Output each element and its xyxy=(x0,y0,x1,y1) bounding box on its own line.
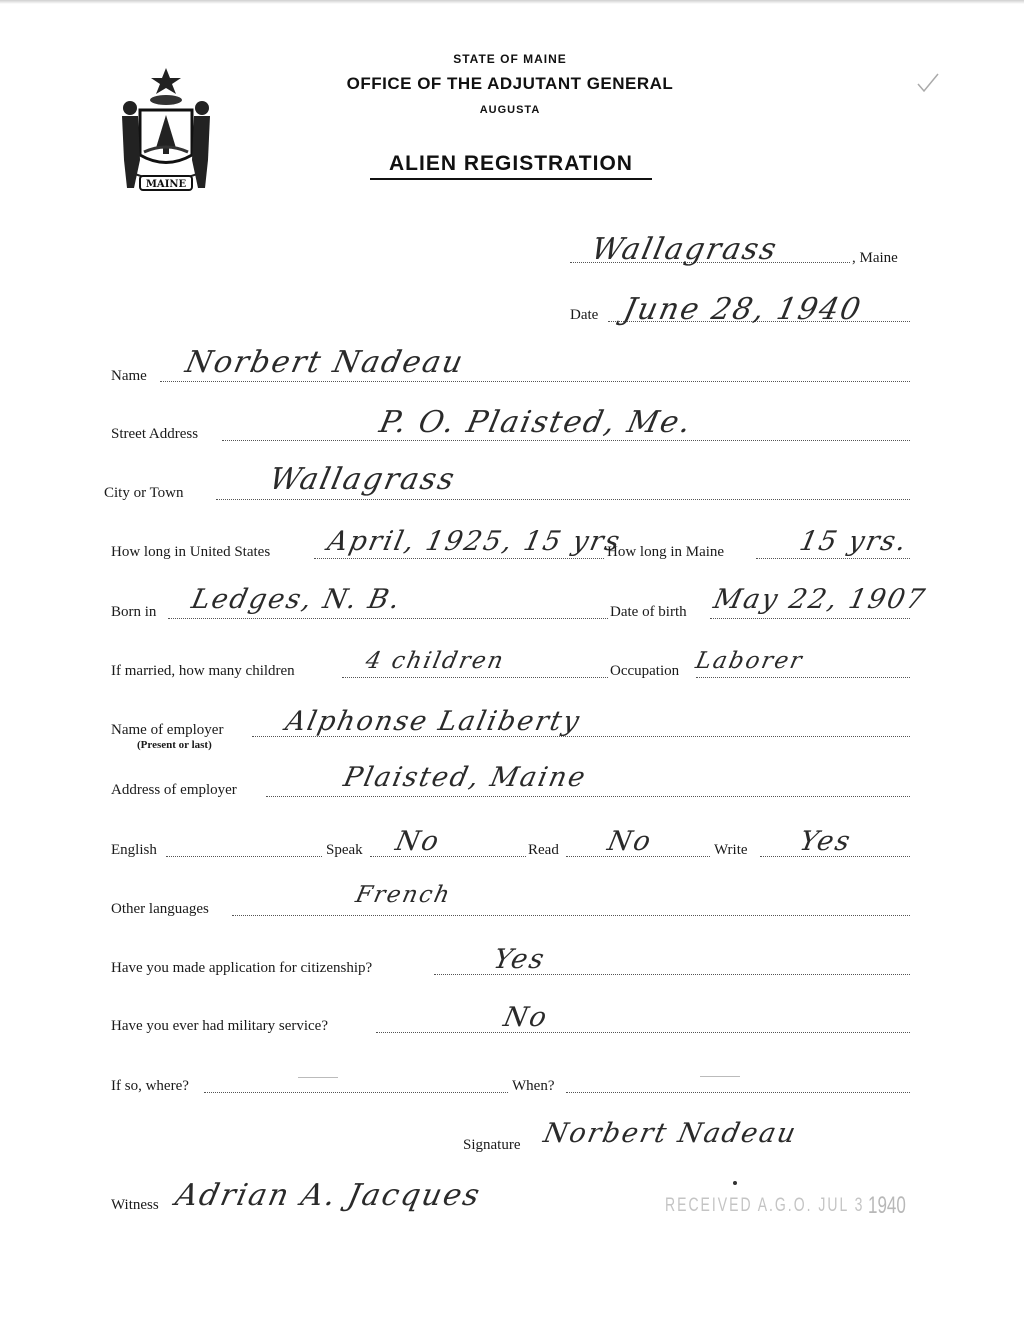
born-in-value: Ledges, N. B. xyxy=(188,584,405,615)
date-value: June 28, 1940 xyxy=(620,292,866,327)
write-label: Write xyxy=(714,842,748,858)
name-value: Norbert Nadeau xyxy=(182,345,468,380)
office-heading: OFFICE OF THE ADJUTANT GENERAL xyxy=(346,74,674,93)
occupation-line xyxy=(696,677,910,678)
street-line xyxy=(222,440,910,441)
check-mark-icon xyxy=(916,72,940,94)
place-value: Wallagrass xyxy=(588,232,782,267)
street-label: Street Address xyxy=(111,426,199,442)
date-of-birth-line xyxy=(710,618,910,619)
other-languages-line xyxy=(232,915,910,916)
english-line xyxy=(166,856,322,857)
how-long-maine-label: How long in Maine xyxy=(607,544,725,560)
born-in-line xyxy=(168,618,608,619)
children-label: If married, how many children xyxy=(111,663,295,679)
speak-value: No xyxy=(392,826,444,857)
state-seal-icon xyxy=(110,60,222,196)
children-line xyxy=(342,677,608,678)
employer-address-line xyxy=(266,796,910,797)
signature-label: Signature xyxy=(463,1137,521,1153)
employer-label: Name of employer xyxy=(111,722,224,738)
date-label: Date xyxy=(570,307,599,323)
when-dash xyxy=(700,1076,740,1077)
witness-label: Witness xyxy=(111,1197,159,1213)
other-languages-value: French xyxy=(353,882,454,908)
military-line xyxy=(376,1032,910,1033)
when-label: When? xyxy=(512,1078,555,1094)
how-long-us-line xyxy=(314,558,604,559)
read-value: No xyxy=(604,826,656,857)
ink-dot xyxy=(733,1181,737,1185)
name-label: Name xyxy=(111,368,147,384)
english-label: English xyxy=(111,842,157,858)
military-label: Have you ever had military service? xyxy=(111,1018,328,1034)
date-of-birth-value: May 22, 1907 xyxy=(710,584,930,615)
witness-value: Adrian A. Jacques xyxy=(172,1178,485,1213)
how-long-us-label: How long in United States xyxy=(111,544,271,560)
born-in-label: Born in xyxy=(111,604,157,620)
place-suffix: , Maine xyxy=(852,250,898,266)
name-line xyxy=(160,381,910,382)
form-title: ALIEN REGISTRATION xyxy=(389,152,633,175)
how-long-maine-line xyxy=(756,558,910,559)
read-label: Read xyxy=(528,842,559,858)
seal-scroll-text: MAINE xyxy=(145,179,187,190)
employer-sublabel: (Present or last) xyxy=(137,739,212,751)
where-label: If so, where? xyxy=(111,1078,189,1094)
occupation-label: Occupation xyxy=(610,663,680,679)
title-underline xyxy=(370,178,652,180)
city-value: Wallagrass xyxy=(266,462,460,497)
state-heading: STATE OF MAINE xyxy=(453,52,567,66)
citizenship-label: Have you made application for citizenship? xyxy=(111,960,373,976)
page-edge xyxy=(0,0,1024,4)
employer-address-value: Plaisted, Maine xyxy=(340,762,590,793)
city-line xyxy=(216,499,910,500)
employer-value: Alphonse Laliberty xyxy=(282,706,584,737)
signature-value: Norbert Nadeau xyxy=(540,1118,801,1149)
write-value: Yes xyxy=(796,826,855,857)
speak-label: Speak xyxy=(326,842,363,858)
received-stamp: RECEIVED A.G.O. JUL 3 xyxy=(665,1192,865,1216)
children-value: 4 children xyxy=(363,648,508,674)
occupation-value: Laborer xyxy=(693,648,806,674)
where-dash xyxy=(298,1077,338,1078)
city-heading: AUGUSTA xyxy=(479,104,541,116)
how-long-maine-value: 15 yrs. xyxy=(796,526,911,557)
other-languages-label: Other languages xyxy=(111,901,209,917)
when-line xyxy=(566,1092,910,1093)
where-line xyxy=(204,1092,508,1093)
street-value: P. O. Plaisted, Me. xyxy=(376,405,696,440)
received-stamp-year: 1940 xyxy=(868,1192,906,1219)
citizenship-value: Yes xyxy=(490,944,549,975)
how-long-us-value: April, 1925, 15 yrs xyxy=(324,526,625,557)
city-label: City or Town xyxy=(104,485,184,501)
military-value: No xyxy=(500,1002,552,1033)
date-of-birth-label: Date of birth xyxy=(610,604,687,620)
employer-address-label: Address of employer xyxy=(111,782,237,798)
